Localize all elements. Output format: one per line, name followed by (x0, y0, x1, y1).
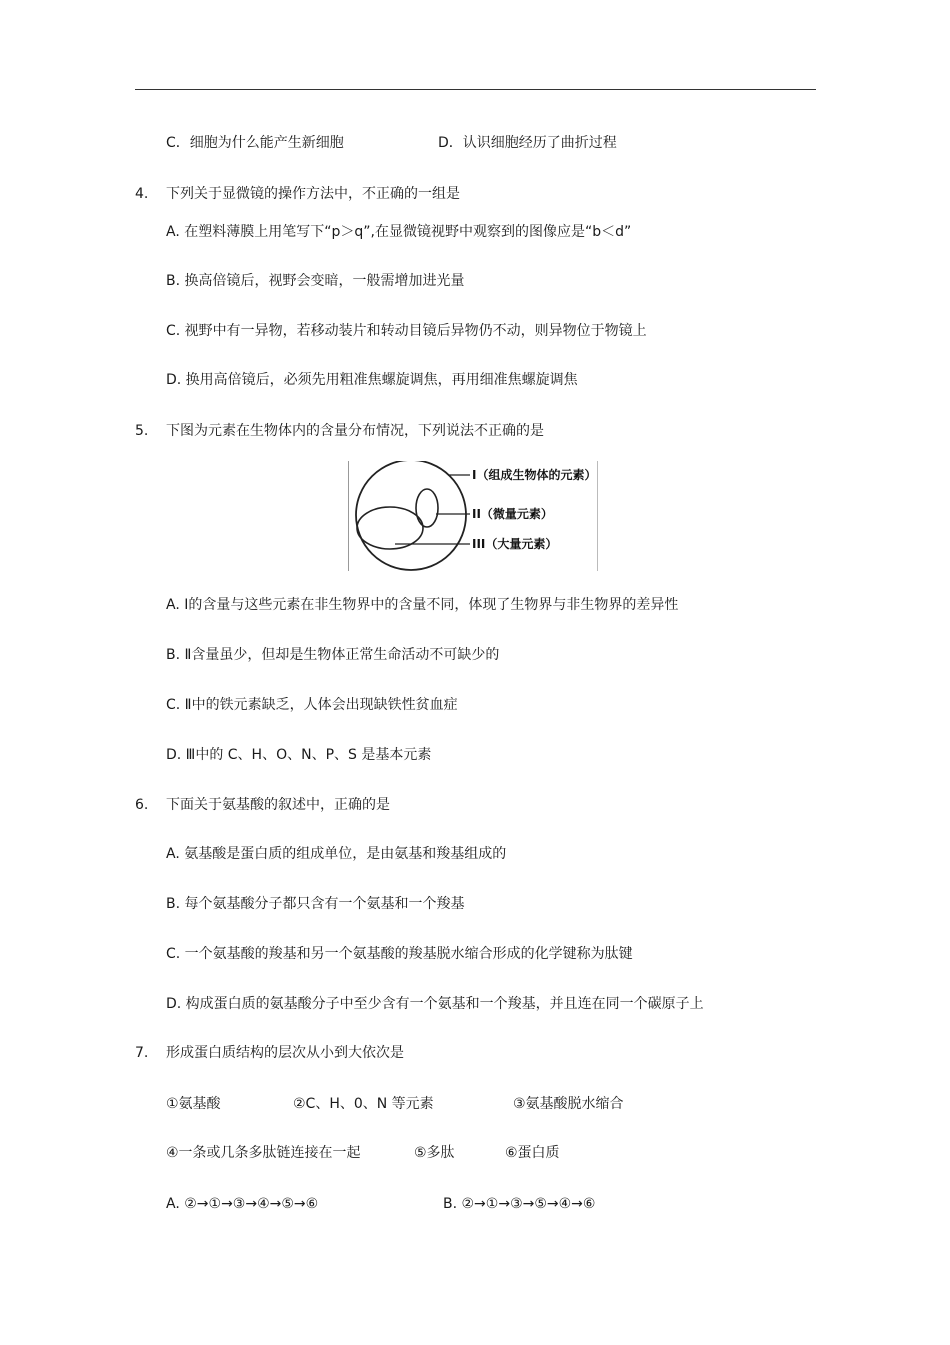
q7-item-5: ⑤多肽 (414, 1145, 455, 1161)
q5-stem: 下图为元素在生物体内的含量分布情况，下列说法不正确的是 (166, 423, 544, 439)
q7-item-2: ②C、H、0、N 等元素 (293, 1096, 434, 1112)
q5-option-a: A. Ⅰ的含量与这些元素在非生物界中的含量不同，体现了生物界与非生物界的差异性 (166, 597, 679, 613)
q7-number: 7. (135, 1045, 149, 1061)
q6-option-c: C. 一个氨基酸的羧基和另一个氨基酸的羧基脱水缩合形成的化学键称为肽键 (166, 946, 633, 962)
q3-option-d: D．认识细胞经历了曲折过程 (438, 135, 617, 151)
q6-option-a: A. 氨基酸是蛋白质的组成单位，是由氨基和羧基组成的 (166, 846, 507, 862)
q5-option-b: B. Ⅱ含量虽少，但却是生物体正常生命活动不可缺少的 (166, 647, 500, 663)
trace-elements-ellipse (416, 489, 438, 527)
q4-option-a: A. 在塑料薄膜上用笔写下“p＞q”,在显微镜视野中观察到的图像应是“b＜d” (166, 224, 632, 240)
outer-circle-elements (356, 461, 466, 570)
q7-option-a: A. ②→①→③→④→⑤→⑥ (166, 1196, 319, 1212)
figure-label-3: III（大量元素） (472, 537, 558, 551)
q6-option-b: B. 每个氨基酸分子都只含有一个氨基和一个羧基 (166, 896, 465, 912)
q7-stem: 形成蛋白质结构的层次从小到大依次是 (166, 1045, 404, 1061)
q5-option-d: D. Ⅲ中的 C、H、O、N、P、S 是基本元素 (166, 747, 432, 763)
q4-number: 4. (135, 186, 149, 202)
q7-item-3: ③氨基酸脱水缩合 (513, 1096, 624, 1112)
figure-label-1: I（组成生物体的元素） (472, 468, 597, 482)
figure-label-2: II（微量元素） (472, 507, 553, 521)
q6-stem: 下面关于氨基酸的叙述中，正确的是 (166, 797, 390, 813)
q7-item-1: ①氨基酸 (166, 1096, 221, 1112)
q4-option-b: B. 换高倍镜后，视野会变暗，一般需增加进光量 (166, 273, 465, 289)
major-elements-ellipse (357, 507, 423, 549)
q4-option-d: D. 换用高倍镜后，必须先用粗准焦螺旋调焦，再用细准焦螺旋调焦 (166, 372, 578, 388)
q4-stem: 下列关于显微镜的操作方法中，不正确的一组是 (166, 186, 460, 202)
q7-option-b: B. ②→①→③→⑤→④→⑥ (443, 1196, 596, 1212)
q3-option-c: C．细胞为什么能产生新细胞 (166, 135, 344, 151)
q7-item-4: ④一条或几条多肽链连接在一起 (166, 1145, 361, 1161)
element-distribution-figure (348, 461, 598, 571)
q6-option-d: D. 构成蛋白质的氨基酸分子中至少含有一个氨基和一个羧基，并且连在同一个碳原子上 (166, 996, 704, 1012)
q6-number: 6. (135, 797, 149, 813)
header-rule (135, 89, 816, 90)
q4-option-c: C. 视野中有一异物，若移动装片和转动目镜后异物仍不动，则异物位于物镜上 (166, 323, 647, 339)
q5-option-c: C. Ⅱ中的铁元素缺乏，人体会出现缺铁性贫血症 (166, 697, 458, 713)
q7-item-6: ⑥蛋白质 (505, 1145, 560, 1161)
q5-number: 5. (135, 423, 149, 439)
